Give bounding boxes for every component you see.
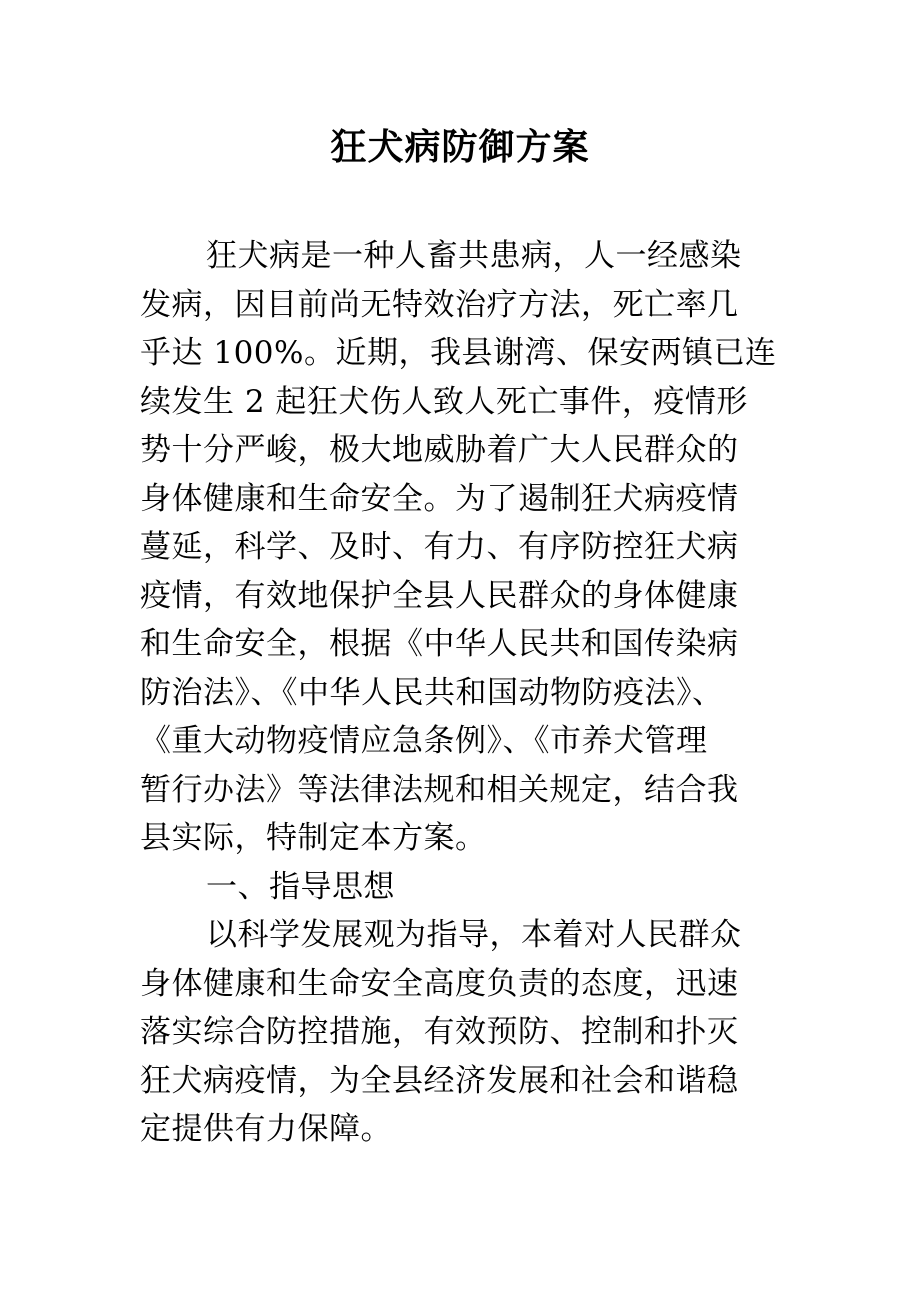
body-line: 《重大动物疫情应急条例》、《市养犬管理 bbox=[140, 723, 708, 759]
body-line: 以科学发展观为指导，本着对人民群众 bbox=[206, 917, 742, 953]
body-line: 续发生 2 起狂犬伤人致人死亡事件，疫情形 bbox=[140, 383, 748, 420]
body-line: 势十分严峻，极大地威胁着广大人民群众的 bbox=[140, 432, 739, 468]
body-line: 身体健康和生命安全。为了遏制狂犬病疫情 bbox=[140, 480, 739, 517]
section-heading: 一、指导思想 bbox=[206, 868, 395, 905]
body-line: 暂行办法》等法律法规和相关规定，结合我 bbox=[140, 771, 739, 808]
document-title: 狂犬病防御方案 bbox=[330, 126, 590, 168]
body-line: 狂犬病疫情，为全县经济发展和社会和谐稳 bbox=[140, 1062, 739, 1099]
body-line: 乎达 100%。近期，我县谢湾、保安两镇已连 bbox=[140, 335, 777, 371]
body-line: 定提供有力保障。 bbox=[140, 1111, 392, 1147]
body-line: 身体健康和生命安全高度负责的态度，迅速 bbox=[140, 965, 739, 1002]
body-line: 疫情，有效地保护全县人民群众的身体健康 bbox=[140, 577, 739, 614]
body-line: 蔓延，科学、及时、有力、有序防控狂犬病 bbox=[140, 529, 739, 565]
body-line: 发病，因目前尚无特效治疗方法，死亡率几 bbox=[140, 286, 739, 323]
body-line: 狂犬病是一种人畜共患病，人一经感染 bbox=[206, 238, 742, 274]
body-line: 落实综合防控措施，有效预防、控制和扑灭 bbox=[140, 1014, 739, 1050]
body-line: 和生命安全，根据《中华人民共和国传染病 bbox=[140, 626, 739, 662]
body-line: 县实际，特制定本方案。 bbox=[140, 820, 487, 856]
document-body bbox=[140, 232, 785, 1154]
body-line: 防治法》、《中华人民共和国动物防疫法》、 bbox=[140, 674, 724, 711]
